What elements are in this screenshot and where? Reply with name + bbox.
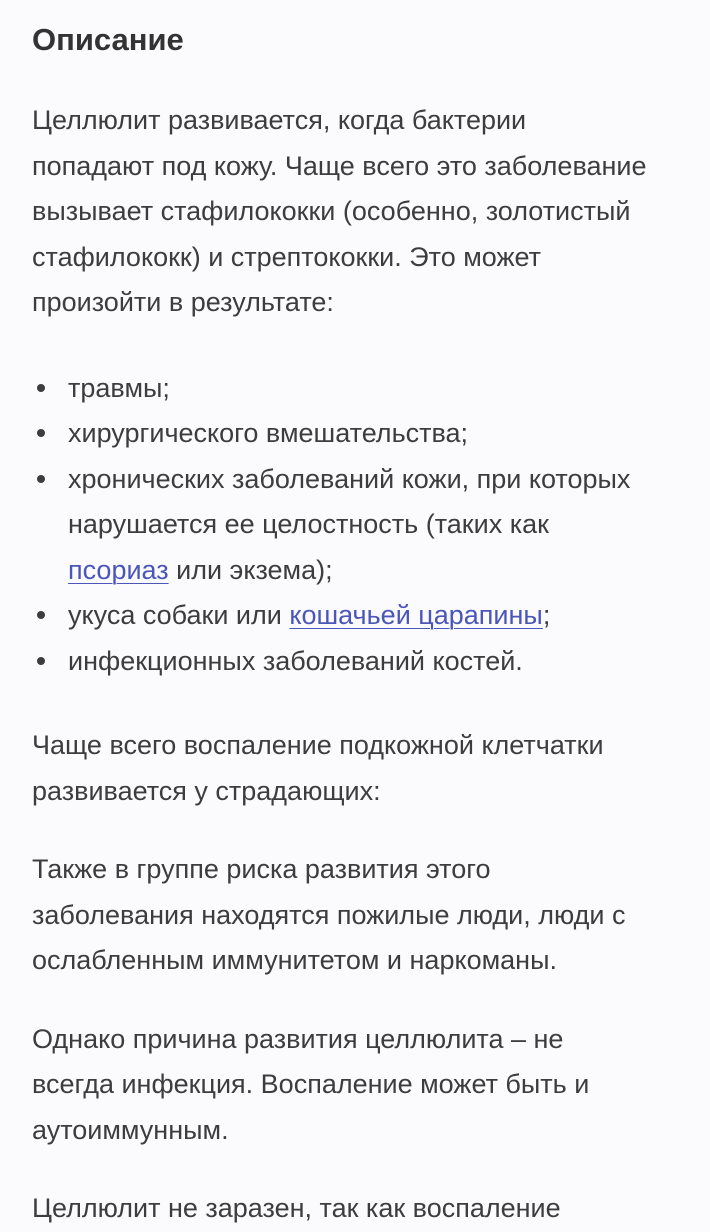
list-item-text: укуса собаки или (68, 600, 290, 630)
bullet-icon (37, 657, 45, 665)
intro-line: вызывает стафилококки (особенно, золотистый (32, 196, 631, 226)
list-item (32, 457, 680, 594)
contagion-paragraph (32, 1186, 680, 1232)
risk-group-paragraph (32, 847, 680, 984)
intro-line: стафилококк) и стрептококки. Это может (32, 241, 542, 272)
section-heading: Описание (32, 22, 184, 57)
risk-group-line: Также в группе риска развития этого (32, 854, 491, 884)
risk-intro-line: развивается у страдающих: (32, 775, 381, 806)
bullet-icon (37, 429, 45, 437)
psoriasis-link[interactable]: псориаз (68, 554, 169, 585)
list-item-text: травмы; (68, 372, 170, 403)
cat-scratch-link[interactable]: кошачьей царапины (289, 600, 543, 630)
list-item-text: ; (542, 600, 551, 630)
list-item-text: или экзема); (168, 554, 333, 585)
list-item (32, 411, 680, 457)
list-item-text: хронических заболеваний кожи, при которых (68, 463, 631, 494)
contagion-line: Целлюлит не заразен, так как воспаление (32, 1193, 561, 1223)
list-item-text: инфекционных заболеваний костей. (68, 645, 523, 676)
autoimmune-line: аутоиммунным. (32, 1114, 229, 1145)
risk-intro-line: Чаще всего воспаление подкожной клетчатки (32, 730, 604, 760)
intro-line: произойти в результате: (32, 287, 334, 317)
intro-line: Целлюлит развивается, когда бактерии (32, 105, 527, 135)
list-item-text: нарушается ее целостность (таких как (68, 509, 549, 539)
bullet-icon (37, 384, 45, 392)
risk-intro-paragraph (32, 723, 680, 814)
bullet-icon (37, 611, 45, 619)
list-item-text: хирургического вмешательства; (68, 418, 469, 448)
list-item (32, 366, 680, 412)
intro-line: попадают под кожу. Чаще всего это заболевание (32, 150, 647, 181)
autoimmune-line: Однако причина развития целлюлита – не (32, 1023, 564, 1054)
list-item (32, 639, 680, 685)
risk-group-line: ослабленным иммунитетом и наркоманы. (32, 945, 557, 975)
causes-list (32, 366, 680, 685)
autoimmune-paragraph (32, 1017, 680, 1154)
autoimmune-line: всегда инфекция. Воспаление может быть и (32, 1069, 590, 1099)
risk-group-line: заболевания находятся пожилые люди, люди с (32, 899, 626, 930)
list-item (32, 593, 680, 639)
bullet-icon (37, 475, 45, 483)
intro-paragraph (32, 98, 680, 326)
